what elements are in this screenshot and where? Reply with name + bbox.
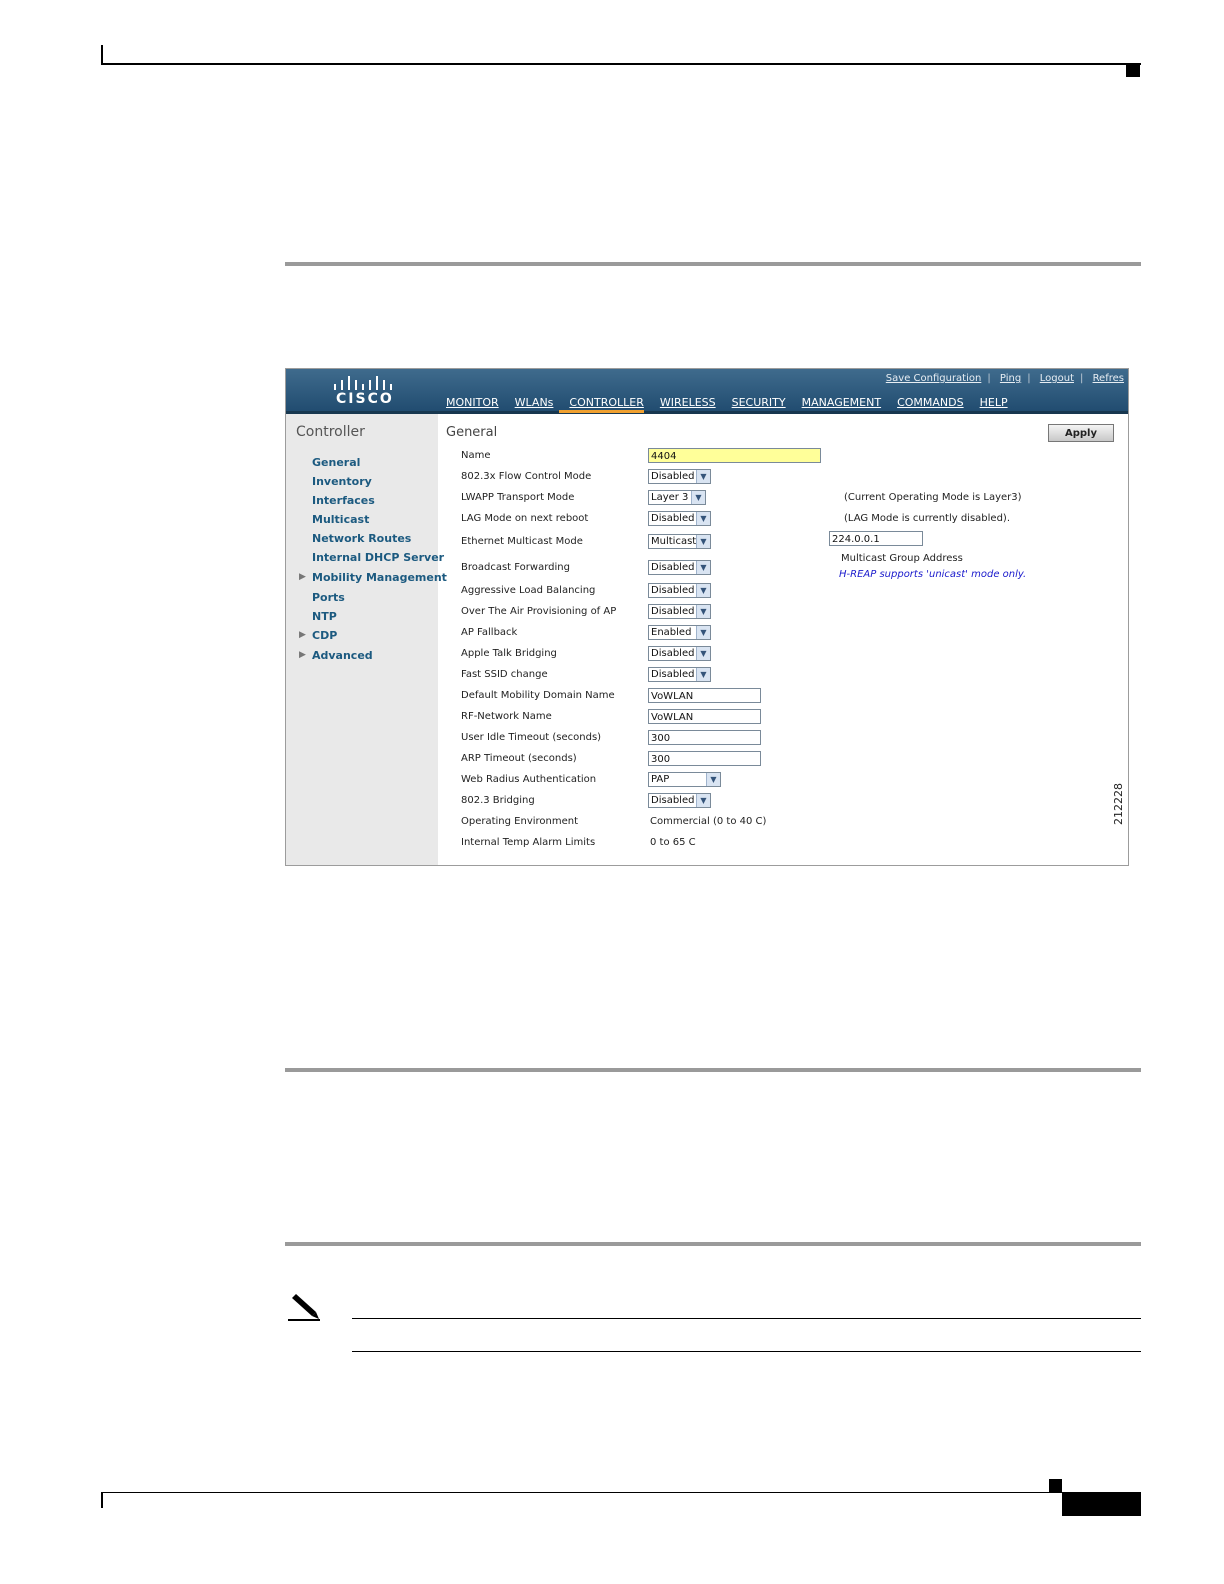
field-label: RF-Network Name [461,711,552,722]
mobility-domain-input[interactable]: VoWLAN [648,688,761,703]
select-value: Multicast [651,536,697,547]
field-label: AP Fallback [461,627,518,638]
chevron-down-icon: ▼ [696,794,710,807]
field-label: ARP Timeout (seconds) [461,753,577,764]
top-links: Save Configuration | Ping | Logout | Refres [885,373,1124,384]
select-value: Enabled [651,627,692,638]
sidebar-item-ports[interactable]: Ports [312,591,345,604]
lwapp-transport-select[interactable] [648,490,706,505]
chevron-down-icon: ▼ [696,470,710,483]
select-value: Disabled [651,585,695,596]
chevron-down-icon: ▼ [696,561,710,574]
sidebar-item-interfaces[interactable]: Interfaces [312,494,375,507]
main-tabs [446,396,1024,409]
section-rule-1 [285,262,1141,266]
field-label: Internal Temp Alarm Limits [461,837,596,848]
page-number-block [1062,1492,1141,1516]
sidebar-item-cdp[interactable]: CDP [312,629,338,642]
field-label: Over The Air Provisioning of AP [461,606,617,617]
header-tick [101,45,103,65]
field-label: Ethernet Multicast Mode [461,536,583,547]
hreap-note: H-REAP supports 'unicast' mode only. [839,569,1027,580]
field-label: Name [461,450,491,461]
lag-mode-note: (LAG Mode is currently disabled). [844,513,1011,524]
aggressive-load-balancing-select[interactable] [648,583,711,598]
field-label: LWAPP Transport Mode [461,492,575,503]
ap-fallback-select[interactable] [648,625,711,640]
field-label: Default Mobility Domain Name [461,690,615,701]
sidebar-item-internal-dhcp-server[interactable]: Internal DHCP Server [312,551,445,564]
chevron-down-icon: ▼ [691,491,705,504]
refresh-link[interactable]: Refres [1092,373,1124,384]
chevron-down-icon: ▼ [696,668,710,681]
cisco-logo-icon [332,375,394,391]
tab-monitor[interactable]: MONITOR [446,396,499,409]
select-value: Layer 3 [651,492,689,503]
user-idle-timeout-input[interactable]: 300 [648,730,761,745]
sidebar-item-mobility-management[interactable]: Mobility Management [312,571,447,584]
save-configuration-link[interactable]: Save Configuration [885,373,982,384]
field-label: Operating Environment [461,816,579,827]
page-title: General [446,425,498,440]
expand-arrow-icon[interactable]: ▶ [299,630,306,640]
field-label: Broadcast Forwarding [461,562,570,573]
chevron-down-icon: ▼ [696,647,710,660]
name-input[interactable]: 4404 [648,448,821,463]
sidebar-title: Controller [296,424,365,440]
temp-alarm-limits-value: 0 to 65 C [650,837,696,848]
flow-control-select[interactable] [648,469,711,484]
tab-wireless[interactable]: WIRELESS [659,396,716,409]
field-label: Fast SSID change [461,669,548,680]
expand-arrow-icon[interactable]: ▶ [299,572,306,582]
ping-link[interactable]: Ping [999,373,1022,384]
field-label: Web Radius Authentication [461,774,597,785]
tab-controller[interactable]: CONTROLLER [569,396,644,409]
multicast-address-input[interactable]: 224.0.0.1 [829,531,923,546]
tab-wlans[interactable]: WLANs [514,396,554,409]
active-tab-indicator [559,410,644,413]
field-label: LAG Mode on next reboot [461,513,589,524]
field-label: 802.3x Flow Control Mode [461,471,592,482]
select-value: Disabled [651,669,695,680]
tab-commands[interactable]: COMMANDS [897,396,964,409]
sidebar-item-network-routes[interactable]: Network Routes [312,532,412,545]
footer-rule [101,1492,1141,1493]
note-rule-top [352,1318,1141,1319]
section-rule-2 [285,1068,1141,1072]
lwapp-mode-note: (Current Operating Mode is Layer3) [844,492,1022,503]
select-value: Disabled [651,606,695,617]
field-label: Aggressive Load Balancing [461,585,596,596]
cisco-logo-text: CISCO [336,391,394,407]
ethernet-multicast-select[interactable] [648,534,711,549]
chevron-down-icon: ▼ [696,626,710,639]
footer-marker [1049,1479,1062,1492]
operating-environment-value: Commercial (0 to 40 C) [650,816,767,827]
chevron-down-icon: ▼ [706,773,720,786]
tab-security[interactable]: SECURITY [731,396,786,409]
sidebar-item-inventory[interactable]: Inventory [312,475,372,488]
sidebar-item-advanced[interactable]: Advanced [312,649,373,662]
sidebar-item-general[interactable]: General [312,456,361,469]
figure-id: 212228 [1112,783,1125,825]
select-value: Disabled [651,648,695,659]
select-value: Disabled [651,471,695,482]
controller-screenshot [285,368,1129,866]
select-value: Disabled [651,513,695,524]
header-rule [101,63,1141,65]
chevron-down-icon: ▼ [696,535,710,548]
select-value: Disabled [651,795,695,806]
rf-network-name-input[interactable]: VoWLAN [648,709,761,724]
broadcast-forwarding-select[interactable] [648,560,711,575]
sidebar-item-ntp[interactable]: NTP [312,610,337,623]
sidebar [286,414,447,866]
lag-mode-select[interactable] [648,511,711,526]
note-rule-bottom [352,1351,1141,1352]
select-value: PAP [651,774,670,785]
section-rule-3 [285,1242,1141,1246]
chevron-down-icon: ▼ [696,605,710,618]
header-marker [1126,64,1140,77]
field-label: User Idle Timeout (seconds) [461,732,602,743]
expand-arrow-icon[interactable]: ▶ [299,650,306,660]
multicast-group-label: Multicast Group Address [841,553,963,564]
logout-link[interactable]: Logout [1039,373,1074,384]
chevron-down-icon: ▼ [696,512,710,525]
apply-button[interactable]: Apply [1048,424,1114,442]
bridging-8023-select[interactable] [648,793,711,808]
field-label: Apple Talk Bridging [461,648,557,659]
footer-tick [101,1492,103,1508]
arp-timeout-input[interactable]: 300 [648,751,761,766]
field-label: 802.3 Bridging [461,795,535,806]
pencil-note-icon [286,1290,322,1324]
ota-provisioning-select[interactable] [648,604,711,619]
tab-help[interactable]: HELP [979,396,1008,409]
fast-ssid-change-select[interactable] [648,667,711,682]
chevron-down-icon: ▼ [696,584,710,597]
web-radius-auth-select[interactable] [648,772,721,787]
apple-talk-bridging-select[interactable] [648,646,711,661]
select-value: Disabled [651,562,695,573]
sidebar-item-multicast[interactable]: Multicast [312,513,370,526]
tab-management[interactable]: MANAGEMENT [801,396,882,409]
